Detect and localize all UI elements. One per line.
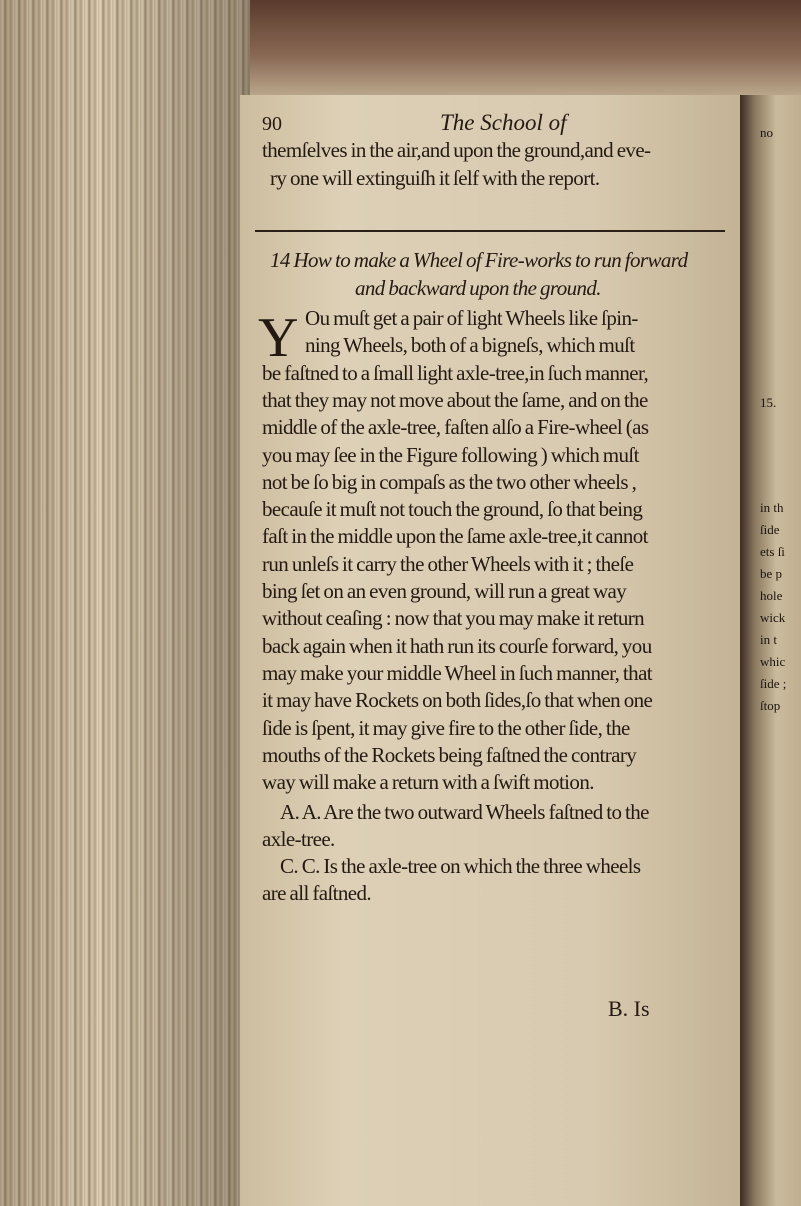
facing-page-fragment: be p: [760, 566, 783, 581]
body-line: faſt in the middle upon the ſame axle-tree,it cannot: [262, 524, 648, 549]
section-heading: and backward upon the ground.: [355, 276, 601, 300]
body-line: ning Wheels, both of a bigneſs, which muſt: [305, 333, 635, 358]
body-line: becauſe it muſt not touch the ground, ſo that being: [262, 497, 643, 522]
legend-line: C. C. Is the axle-tree on which the three wheels: [280, 854, 641, 878]
body-line: mouths of the Rockets being faſtned the contrary: [262, 742, 637, 767]
body-line: not be ſo big in compaſs as the two other wheels ,: [262, 469, 637, 494]
body-line: that they may not move about the ſame, and on the: [262, 387, 648, 412]
legend-line: are all faſtned.: [262, 881, 372, 905]
facing-page-fragment: ſide ;: [760, 676, 787, 691]
catchword: B. Is: [608, 996, 650, 1021]
body-line: back again when it hath run its courſe forward, you: [262, 633, 652, 658]
facing-page: [740, 95, 801, 1206]
body-line: may make your middle Wheel in ſuch manner, that: [262, 660, 653, 685]
drop-cap: Y: [258, 307, 299, 369]
facing-page-fragment: ets ſi: [760, 544, 785, 559]
facing-page-fragment: in th: [760, 500, 784, 515]
facing-page-fragment: no: [760, 125, 773, 140]
facing-page-fragment: ſtop: [760, 698, 781, 713]
body-line: it may have Rockets on both ſides,ſo that when one: [262, 688, 653, 713]
facing-page-fragment: hole: [760, 588, 783, 603]
body-line: way will make a return with a ſwift motion.: [262, 770, 594, 795]
body-line: be faſtned to a ſmall light axle-tree,in ſuch manner,: [262, 360, 649, 385]
body-line: ſide is ſpent, it may give fire to the other ſide, the: [262, 715, 630, 740]
facing-page-fragment: ſide: [760, 522, 780, 537]
running-head: The School of: [440, 110, 567, 135]
facing-page-fragment: 15.: [760, 395, 777, 410]
page-number: 90: [262, 113, 282, 135]
body-line: Ou muſt get a pair of light Wheels like ſpin-: [305, 306, 638, 330]
legend-line: axle-tree.: [262, 827, 335, 851]
legend-line: A. A. Are the two outward Wheels faſtned to the: [280, 800, 649, 824]
body-line: you may ſee in the Figure following ) which muſt: [262, 442, 639, 467]
body-line: middle of the axle-tree, faſten alſo a Fire-wheel (as: [262, 415, 649, 440]
intro-line: themſelves in the air,and upon the ground,and eve-: [262, 138, 651, 162]
intro-line: ry one will extinguiſh it ſelf with the report.: [270, 166, 600, 190]
book-page-edges: [0, 0, 250, 1206]
body-line: run unleſs it carry the other Wheels with it ; theſe: [262, 551, 634, 576]
facing-page-fragment: in t: [760, 632, 777, 647]
section-heading: 14 How to make a Wheel of Fire-works to run forward: [270, 248, 688, 272]
body-line: bing ſet on an even ground, will run a great way: [262, 579, 627, 603]
body-line: without ceaſing : now that you may make it return: [262, 606, 645, 631]
facing-page-fragment: whic: [760, 654, 786, 669]
facing-page-fragment: wick: [760, 610, 786, 625]
section-rule: [255, 230, 725, 232]
